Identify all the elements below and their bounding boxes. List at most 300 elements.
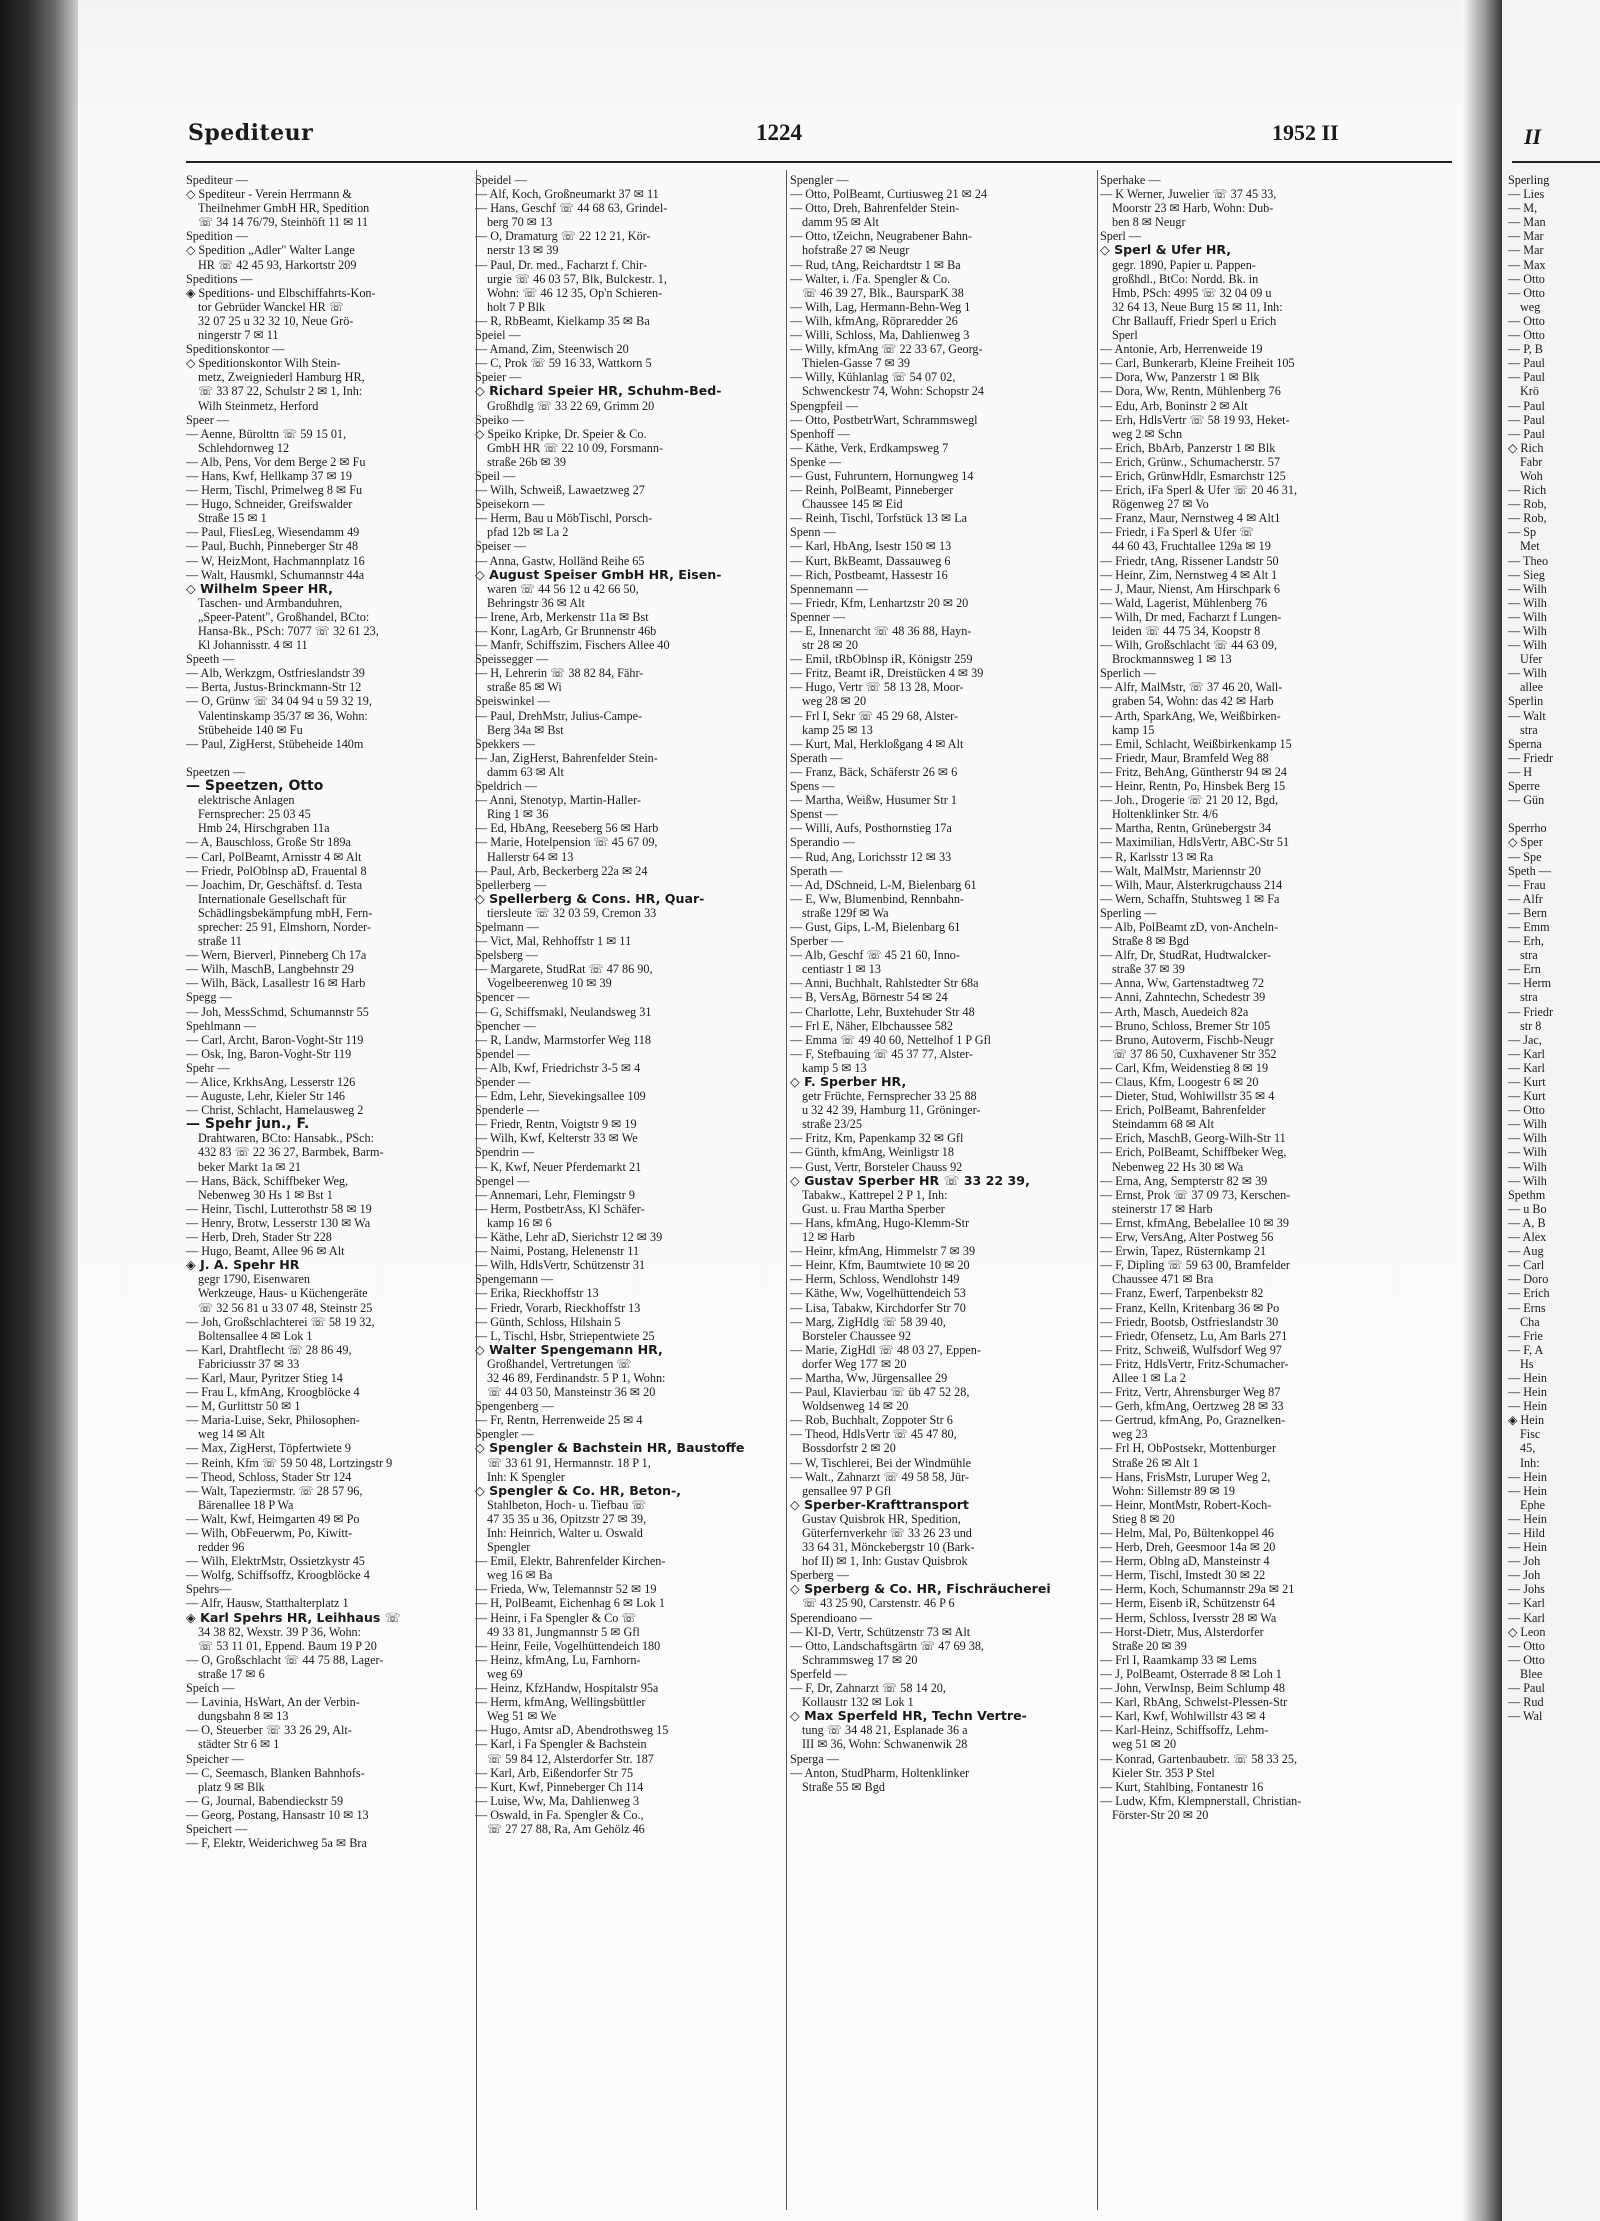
directory-line: — Herm, Bau u MöbTischl, Porsch- [475, 511, 653, 526]
directory-line: Hs [1520, 1356, 1534, 1371]
directory-line: — Herm, Tischl, Primelweg 8 ✉ Fu [186, 483, 363, 498]
directory-line: Spelmann — [475, 919, 539, 934]
directory-line: — Erh, HdlsVertr ☏ 58 19 93, Heket- [1100, 412, 1290, 427]
directory-line: — Heinr, Feile, Vogelhüttendeich 180 [475, 1638, 661, 1653]
directory-line: 432 83 ☏ 22 36 27, Barmbek, Barm- [198, 1145, 384, 1160]
directory-line: tung ☏ 34 48 21, Esplanade 36 a [802, 1723, 968, 1738]
directory-line: Vogelbeerenweg 10 ✉ 39 [487, 976, 612, 991]
directory-line: — Fr, Rentn, Herrenweide 25 ✉ 4 [475, 1413, 643, 1428]
directory-line: — Kurt, Stahlbing, Fontanestr 16 [1100, 1779, 1264, 1794]
directory-line: — Paul [1508, 1681, 1545, 1696]
directory-line: — C, Seemasch, Blanken Bahnhofs- [186, 1765, 365, 1780]
directory-line: nerstr 13 ✉ 39 [487, 243, 559, 258]
directory-line: Hmb, PSch: 4995 ☏ 32 04 09 u [1112, 285, 1272, 300]
directory-line: — Emil, Elektr, Bahrenfelder Kirchen- [475, 1554, 666, 1569]
directory-line: — Herm [1508, 976, 1551, 991]
directory-line: — Friedr, Maur, Bramfeld Weg 88 [1100, 750, 1269, 765]
directory-line: — Fritz, Beamt iR, Dreistücken 4 ✉ 39 [790, 666, 984, 681]
directory-line: — Herm, Oblng aD, Mansteinstr 4 [1100, 1554, 1270, 1569]
directory-line: — Erich, PolBeamt, Bahrenfelder [1100, 1103, 1266, 1118]
directory-line: Spediteur — [186, 173, 248, 187]
directory-line: — Karl [1508, 1596, 1545, 1611]
directory-line: Sperath — [790, 863, 843, 878]
directory-line: Sperberg — [790, 1568, 850, 1583]
directory-line: — R, RbBeamt, Kielkamp 35 ✉ Ba [475, 313, 650, 328]
directory-line: — Alb, PolBeamt zD, von-Ancheln- [1100, 919, 1279, 934]
directory-line: hof II) ✉ 1, Inh: Gustav Quisbrok [802, 1554, 968, 1569]
directory-line: allee [1520, 680, 1544, 695]
directory-line: — Heinz, kfmAng, Lu, Farnhorn- [475, 1652, 641, 1667]
directory-line: Inh: K Spengler [487, 1469, 565, 1484]
directory-line: — Emma ☏ 49 40 60, Nettelhof 1 P Gfl [790, 1032, 991, 1047]
directory-line: — Karl-Heinz, Schiffsoffz, Lehm- [1100, 1723, 1269, 1738]
directory-line: — Frie [1508, 1328, 1543, 1343]
directory-line: Wohn: ☏ 46 12 35, Op'n Schieren- [487, 285, 663, 300]
column-divider [476, 170, 477, 2210]
directory-line: — Herm, PostbetrAss, Kl Schäfer- [475, 1201, 645, 1216]
directory-line: — Erich, MaschB, Georg-Wilh-Str 11 [1100, 1131, 1286, 1146]
directory-line: — Otto, Dreh, Bahrenfelder Stein- [790, 201, 960, 216]
directory-line: ◇ Sperberg & Co. HR, Fischräucherei [790, 1582, 1051, 1597]
directory-line: — Bruno, Schloss, Bremer Str 105 [1100, 1018, 1271, 1033]
directory-line: — Walt, Tapeziermstr. ☏ 28 57 96, [186, 1483, 363, 1498]
directory-line: Spengler [487, 1540, 531, 1555]
header-rule [186, 161, 1452, 163]
directory-line: — Hugo, Schneider, Greifswalder [186, 497, 353, 512]
directory-line: Sperna [1508, 736, 1542, 751]
directory-line: — Speetzen, Otto [186, 779, 324, 794]
directory-line: — H [1508, 764, 1533, 779]
directory-line: — Anton, StudPharm, Holtenklinker [790, 1765, 970, 1780]
directory-line: Sperlich — [1100, 666, 1156, 681]
directory-line: — Friedr, Ofensetz, Lu, Am Barls 271 [1100, 1328, 1288, 1343]
directory-line: Speidel — [475, 173, 527, 187]
directory-line: — Henry, Brotw, Lesserstr 130 ✉ Wa [186, 1215, 371, 1230]
directory-line: — Willi, Schloss, Ma, Dahlienweg 3 [790, 328, 970, 343]
directory-line: — Rob, [1508, 511, 1547, 526]
directory-line: Taschen- und Armbanduhren, [198, 595, 343, 610]
directory-line: — Friedr [1508, 1004, 1554, 1019]
directory-line: kamp 5 ✉ 13 [802, 1060, 867, 1075]
directory-line: Nebenweg 22 Hs 30 ✉ Wa [1112, 1159, 1244, 1174]
directory-line: — Frl H, ObPostsekr, Mottenburger [1100, 1441, 1276, 1456]
directory-line: — Wilh [1508, 609, 1547, 624]
directory-line: Sperfeld — [790, 1666, 847, 1681]
directory-line: weg [1520, 299, 1541, 314]
directory-line: — Walt., Zahnarzt ☏ 49 58 58, Jür- [790, 1469, 969, 1484]
directory-line: — Frieda, Ww, Telemannstr 52 ✉ 19 [475, 1582, 657, 1597]
directory-line: — Lisa, Tabakw, Kirchdorfer Str 70 [790, 1300, 966, 1315]
directory-line: — Kurt [1508, 1075, 1546, 1089]
directory-line: redder 96 [198, 1540, 245, 1555]
directory-line: — Anna, Ww, Gartenstadtweg 72 [1100, 976, 1265, 991]
directory-line: dorfer Weg 177 ✉ 20 [802, 1356, 907, 1371]
directory-line: — Lavinia, HsWart, An der Verbin- [186, 1695, 360, 1710]
directory-line: — Ludw, Kfm, Klempnerstall, Christian- [1100, 1793, 1302, 1808]
directory-line: Sperl — [1100, 229, 1141, 244]
directory-line: — Friedr, tAng, Rissener Landstr 50 [1100, 553, 1279, 568]
directory-line: — KI-D, Vertr, Schützenstr 73 ✉ Alt [790, 1624, 971, 1639]
directory-line: — Otto [1508, 1638, 1545, 1653]
directory-line: Rögenweg 27 ✉ Vo [1112, 497, 1209, 512]
directory-line: ◇ Sperl & Ufer HR, [1100, 243, 1232, 258]
directory-line: — Otto [1508, 271, 1545, 286]
column-divider [1097, 170, 1098, 2210]
directory-line: — Alfr [1508, 891, 1543, 906]
directory-line: — Marie, Hotelpension ☏ 45 67 09, [475, 835, 658, 850]
directory-line: weg 14 ✉ Alt [198, 1427, 265, 1442]
directory-line: Tabakw., Kattrepel 2 P 1, Inh: [802, 1187, 948, 1202]
directory-line: Cha [1520, 1314, 1540, 1329]
facing-page [1502, 0, 1600, 2221]
directory-line: — Paul, DrehMstr, Julius-Campe- [475, 708, 643, 723]
directory-line: — Amand, Zim, Steenwisch 20 [475, 342, 629, 357]
directory-line: — Wilh, Maur, Alsterkrugchauss 214 [1100, 877, 1283, 892]
directory-line: ◇ August Speiser GmbH HR, Eisen- [475, 567, 722, 582]
directory-line: — Reinh, PolBeamt, Pinneberger [790, 483, 954, 498]
directory-line: straße 37 ✉ 39 [1112, 962, 1185, 977]
directory-line: Speicher — [186, 1751, 244, 1766]
directory-line: — Marie, ZigHdl ☏ 48 03 27, Eppen- [790, 1342, 981, 1357]
directory-line: Straße 20 ✉ 39 [1112, 1638, 1187, 1653]
directory-line: — Wilh, kfmAng, Röpraredder 26 [790, 313, 958, 328]
directory-line: — Sp [1508, 525, 1537, 540]
directory-line: — Hein [1508, 1469, 1547, 1484]
directory-line: — Franz, Maur, Nernstweg 4 ✉ Alt1 [1100, 511, 1281, 526]
directory-line: ◇ Leon [1508, 1624, 1546, 1639]
directory-line: Großhandel, Vertretungen ☏ [487, 1356, 632, 1371]
directory-line: — Wilh, HdlsVertr, Schützenstr 31 [475, 1258, 646, 1273]
directory-line: — Kurt, Kwf, Pinneberger Ch 114 [475, 1779, 644, 1794]
directory-line: Sperlin [1508, 694, 1544, 709]
directory-line: — Maria-Luise, Sekr, Philosophen- [186, 1413, 360, 1428]
directory-line: — Walt, Hausmkl, Schumannstr 44a [186, 567, 365, 582]
directory-line: — John, VerwInsp, Beim Schlump 48 [1100, 1681, 1285, 1696]
directory-line: — Konrad, Gartenbaubetr. ☏ 58 33 25, [1100, 1751, 1297, 1766]
directory-line: Speditionskontor — [186, 342, 285, 357]
book-spine [0, 0, 78, 2221]
directory-line: — Käthe, Verk, Erdkampsweg 7 [790, 440, 949, 455]
directory-line: — Heinr, Tischl, Lutterothstr 58 ✉ 19 [186, 1201, 372, 1216]
directory-line: metz, Zweigniederl Hamburg HR, [198, 370, 365, 385]
directory-line: — Naimi, Postang, Helenenstr 11 [475, 1244, 640, 1259]
directory-line: — F, Stefbauing ☏ 45 37 77, Alster- [790, 1046, 973, 1061]
directory-line: dungsbahn 8 ✉ 13 [198, 1709, 289, 1724]
directory-line: — P, B [1508, 342, 1543, 357]
directory-line: — Fritz, Km, Papenkamp 32 ✉ Gfl [790, 1131, 964, 1146]
directory-line: — Herm, Eisenb iR, Schützenstr 64 [1100, 1596, 1275, 1611]
directory-line: — Anna, Gastw, Holländ Reihe 65 [475, 553, 645, 568]
directory-line: Boltensallee 4 ✉ Lok 1 [198, 1328, 313, 1343]
directory-line: — Martha, Ww, Jürgensallee 29 [790, 1370, 948, 1385]
directory-line: — Alb, Pens, Vor dem Berge 2 ✉ Fu [186, 454, 366, 469]
directory-line: Spencher — [475, 1018, 536, 1033]
directory-line: — Walter, i. /Fa. Spengler & Co. [790, 271, 951, 286]
directory-line: Speil — [475, 468, 516, 483]
directory-line: — Rich, Postbeamt, Hassestr 16 [790, 567, 948, 582]
directory-line: — u Bo [1508, 1201, 1547, 1216]
directory-line: — Wilh [1508, 581, 1547, 596]
directory-line: Stübeheide 140 ✉ Fu [198, 722, 303, 737]
directory-line: Met [1520, 539, 1540, 554]
directory-line: damm 63 ✉ Alt [487, 764, 564, 779]
directory-line: straße 23/25 [802, 1117, 862, 1132]
directory-line: Chaussee 471 ✉ Bra [1112, 1272, 1214, 1287]
directory-line: — R, Landw, Marmstorfer Weg 118 [475, 1032, 651, 1047]
directory-line: — E, Ww, Blumenbind, Rennbahn- [790, 891, 964, 906]
directory-line: — Paul, Dr. med., Facharzt f. Chir- [475, 257, 648, 272]
directory-line: Hmb 24, Hirschgraben 11a [198, 821, 330, 836]
directory-line: ☏ 27 27 88, Ra, Am Gehölz 46 [487, 1821, 645, 1836]
directory-line: — G, Journal, Babendieckstr 59 [186, 1793, 344, 1808]
directory-line: ◇ Wilhelm Speer HR, [186, 581, 333, 596]
directory-line: — Fritz, HdlsVertr, Fritz-Schumacher- [1100, 1356, 1289, 1371]
directory-line: — Theo [1508, 553, 1549, 568]
directory-line: Fernsprecher: 25 03 45 [198, 807, 311, 822]
directory-line: — Georg, Postang, Hansastr 10 ✉ 13 [186, 1807, 369, 1822]
directory-line: — Frl I, Sekr ☏ 45 29 68, Alster- [790, 708, 959, 723]
directory-line: — O, Steuerber ☏ 33 26 29, Alt- [186, 1723, 352, 1738]
directory-line: — Günth, Schloss, Hilshain 5 [475, 1314, 621, 1329]
directory-line: Werkzeuge, Haus- u Küchengeräte [198, 1286, 368, 1301]
directory-line: stra [1520, 722, 1538, 737]
directory-line: — Günth, kfmAng, Weinligstr 18 [790, 1145, 954, 1160]
directory-line: sprecher: 25 91, Elmshorn, Norder- [198, 919, 372, 934]
directory-line: — Willy, kfmAng ☏ 22 33 67, Georg- [790, 342, 983, 357]
directory-line: Straße 26 ✉ Alt 1 [1112, 1455, 1199, 1470]
directory-line: — Wilh [1508, 666, 1547, 681]
directory-line: — Wilh [1508, 595, 1547, 610]
directory-line: — J, Maur, Nienst, Am Hirschpark 6 [1100, 581, 1280, 596]
directory-line: — Alb, Kwf, Friedrichstr 3-5 ✉ 4 [475, 1060, 641, 1075]
directory-line: — Rud, tAng, Reichardtstr 1 ✉ Ba [790, 257, 961, 272]
directory-line: ningerstr 7 ✉ 11 [198, 328, 279, 343]
directory-line: Spedition — [186, 229, 248, 244]
directory-line: Speer — [186, 412, 229, 427]
directory-line: — Karl [1508, 1060, 1545, 1075]
directory-line: 32 46 89, Ferdinandstr. 5 P 1, Wohn: [487, 1370, 666, 1385]
directory-line: — Reinh, Kfm ☏ 59 50 48, Lortzingstr 9 [186, 1455, 393, 1470]
directory-line: — Claus, Kfm, Loogestr 6 ✉ 20 [1100, 1075, 1259, 1089]
directory-line: — Hans, Kwf, Hellkamp 37 ✉ 19 [186, 468, 352, 483]
directory-line: — Ernst, Prok ☏ 37 09 73, Kerschen- [1100, 1187, 1291, 1202]
directory-line: — Karl, i Fa Spengler & Bachstein [475, 1737, 647, 1752]
directory-line: — Friedr, i Fa Sperl & Ufer ☏ [1100, 525, 1255, 540]
directory-line: Speth — [1508, 863, 1551, 878]
directory-line: — Konr, LagArb, Gr Brunnenstr 46b [475, 624, 657, 638]
directory-line: — Paul [1508, 426, 1545, 441]
directory-line: damm 95 ✉ Alt [802, 215, 879, 230]
directory-line: — W, HeizMont, Hachmannplatz 16 [186, 553, 365, 568]
directory-line: — Max [1508, 257, 1546, 272]
directory-line: stra [1520, 948, 1538, 963]
directory-line: 12 ✉ Harb [802, 1230, 855, 1245]
directory-line: straße 11 [198, 934, 242, 949]
directory-line: — Erich, PolBeamt, Schiffbeker Weg, [1100, 1145, 1287, 1160]
directory-line: — Edu, Arb, Boninstr 2 ✉ Alt [1100, 398, 1248, 413]
directory-line: Hallerstr 64 ✉ 13 [487, 849, 574, 864]
directory-line: platz 9 ✉ Blk [198, 1779, 265, 1794]
directory-line: — Alb, Werkzgm, Ostfrieslandstr 39 [186, 666, 365, 681]
directory-line: gensallee 97 P Gfl [802, 1483, 892, 1498]
directory-line: — Erich, GrünwHdlr, Esmarchstr 125 [1100, 468, 1286, 483]
directory-line: — Gertrud, kfmAng, Po, Graznelken- [1100, 1413, 1286, 1428]
directory-line: — Wilh, ElektrMstr, Ossietzkystr 45 [186, 1554, 365, 1569]
directory-line: 44 60 43, Fruchtallee 129a ✉ 19 [1112, 539, 1271, 554]
directory-line: — Fritz, BehAng, Güntherstr 94 ✉ 24 [1100, 764, 1287, 779]
directory-line: — Karl, Arb, Eißendorfer Str 75 [475, 1765, 634, 1780]
directory-line: — Heinr, MontMstr, Robert-Koch- [1100, 1497, 1272, 1512]
directory-line: Speldrich — [475, 779, 537, 794]
directory-line: — Frau L, kfmAng, Kroogblöcke 4 [186, 1385, 360, 1400]
directory-line: — Emil, Schlacht, Weißbirkenkamp 15 [1100, 736, 1292, 751]
directory-line: Inh: [1520, 1455, 1540, 1470]
directory-line: 32 64 13, Neue Burg 15 ✉ 11, Inh: [1112, 299, 1283, 314]
directory-line: — Dieter, Stud, Wohlwillstr 35 ✉ 4 [1100, 1089, 1275, 1104]
directory-line: — Hein [1508, 1370, 1547, 1385]
directory-line: — Hild [1508, 1526, 1545, 1540]
directory-line: — Friedr, Rentn, Voigtstr 9 ✉ 19 [475, 1117, 637, 1132]
directory-line: Spehlmann — [186, 1018, 257, 1033]
directory-line: — F, Dr, Zahnarzt ☏ 58 14 20, [790, 1681, 946, 1696]
directory-line: — Alfr, Hausw, Statthalterplatz 1 [186, 1596, 349, 1611]
directory-line: — Alb, Geschf ☏ 45 21 60, Inno- [790, 948, 960, 963]
directory-line: — Vict, Mal, Rehhoffstr 1 ✉ 11 [475, 934, 632, 949]
directory-line: — Erich, iFa Sperl & Ufer ☏ 20 46 31, [1100, 483, 1298, 498]
directory-line: straße 17 ✉ 6 [198, 1666, 265, 1681]
directory-line: — Aug [1508, 1244, 1544, 1259]
directory-line: — O, Dramaturg ☏ 22 12 21, Kör- [475, 229, 651, 244]
directory-column-1 [186, 173, 484, 2213]
directory-line: — Herb, Dreh, Geesmoor 14a ✉ 20 [1100, 1540, 1276, 1555]
directory-line: — Spe [1508, 849, 1542, 864]
directory-line: — Karl, HbAng, Isestr 150 ✉ 13 [790, 539, 952, 554]
directory-line: ☏ 53 11 01, Eppend. Baum 19 P 20 [198, 1638, 377, 1653]
directory-line: — Paul, Buchh, Pinneberger Str 48 [186, 539, 359, 554]
directory-line: — Reinh, Tischl, Torfstück 13 ✉ La [790, 511, 968, 526]
directory-line: — Herb, Dreh, Stader Str 228 [186, 1230, 332, 1245]
directory-line: — Berta, Justus-Brinckmann-Str 12 [186, 680, 362, 695]
directory-line: kamp 16 ✉ 6 [487, 1215, 552, 1230]
directory-line: — Ad, DSchneid, L-M, Bielenbarg 61 [790, 877, 977, 892]
directory-line: — Wilh, Schweiß, Lawaetzweg 27 [475, 483, 645, 498]
directory-line: — Arth, Masch, Auedeich 82a [1100, 1004, 1249, 1019]
directory-line: Sperre [1508, 779, 1540, 794]
directory-line: ☏ 43 25 90, Carstenstr. 46 P 6 [802, 1596, 955, 1611]
directory-line: — Karl, RbAng, Schwelst-Plessen-Str [1100, 1695, 1288, 1710]
directory-line: GmbH HR ☏ 22 10 09, Forsmann- [487, 440, 664, 455]
directory-line: ◈ J. A. Spehr HR [186, 1258, 300, 1273]
directory-line: — Paul, FliesLeg, Wiesendamm 49 [186, 525, 360, 540]
directory-line: urgie ☏ 46 03 57, Blk, Bulckestr. 1, [487, 271, 667, 286]
directory-line: stra [1520, 990, 1538, 1005]
directory-line: weg 16 ✉ Ba [487, 1568, 553, 1583]
running-head-right: 1952 II [1272, 120, 1339, 145]
directory-line: Straße 55 ✉ Bgd [802, 1779, 885, 1794]
directory-line: — Wilh [1508, 638, 1547, 653]
directory-line: — Paul, Klavierbau ☏ üb 47 52 28, [790, 1385, 970, 1400]
directory-line: — Walt, MalMstr, Mariennstr 20 [1100, 863, 1261, 878]
directory-line: — F, Dipling ☏ 59 63 00, Bramfelder [1100, 1258, 1290, 1273]
directory-line: Spengler — [475, 1427, 534, 1442]
directory-line: — Herm, Schloss, Wendlohstr 149 [790, 1272, 960, 1287]
directory-line: — E, Innenarcht ☏ 48 36 88, Hayn- [790, 624, 972, 638]
directory-line: berg 70 ✉ 13 [487, 215, 553, 230]
directory-line: — Rud, Ang, Lorichsstr 12 ✉ 33 [790, 849, 952, 864]
directory-line: — Hugo, Amtsr aD, Abendrothsweg 15 [475, 1723, 669, 1738]
directory-line: weg 2 ✉ Schn [1112, 426, 1183, 441]
directory-line: Internationale Gesellschaft für [198, 891, 347, 906]
directory-line: ☏ 33 61 91, Hermannstr. 18 P 1, [487, 1455, 651, 1470]
directory-line: — Wilh, MaschB, Langbehnstr 29 [186, 962, 354, 977]
directory-line: — Frl I, Raamkamp 33 ✉ Lems [1100, 1652, 1257, 1667]
directory-line: ◇ Speditionskontor Wilh Stein- [186, 356, 341, 371]
directory-column-2 [475, 173, 775, 2213]
directory-line: — Alfr, Dr, StudRat, Hudtwalcker- [1100, 948, 1272, 963]
directory-line: — Erwin, Tapez, Rüsternkamp 21 [1100, 1244, 1267, 1259]
directory-line: Spenst — [790, 807, 838, 822]
directory-line: — Carl, Kfm, Weidenstieg 8 ✉ 19 [1100, 1060, 1269, 1075]
directory-line: — Hein [1508, 1511, 1547, 1526]
directory-line: — Herm, kfmAng, Wellingsbüttler [475, 1695, 646, 1710]
directory-line: Spengler — [790, 173, 849, 187]
directory-line: 34 38 82, Wexstr. 39 P 36, Wohn: [198, 1624, 362, 1639]
directory-line: — M, Gurlittstr 50 ✉ 1 [186, 1399, 301, 1414]
directory-line: — Emm [1508, 919, 1550, 934]
directory-line: — Heinr, Zim, Nernstweg 4 ✉ Alt 1 [1100, 567, 1278, 582]
directory-line: — Wald, Lagerist, Mühlenberg 76 [1100, 595, 1268, 610]
directory-line: Sperrho [1508, 821, 1547, 836]
directory-line: — Helm, Mal, Po, Bültenkoppel 46 [1100, 1526, 1274, 1540]
directory-line: Schwenckestr 74, Wohn: Schopstr 24 [802, 384, 984, 399]
directory-line: Speiser — [475, 539, 527, 554]
directory-line: Speiswinkel — [475, 694, 550, 709]
directory-line: — Wilh, Dr med, Facharzt f Lungen- [1100, 609, 1282, 624]
directory-line: steinerstr 17 ✉ Harb [1112, 1201, 1213, 1216]
directory-line: — Gust, Fuhruntern, Hornungweg 14 [790, 468, 974, 483]
directory-line: Stieg 8 ✉ 20 [1112, 1511, 1175, 1526]
directory-column-4 [1100, 173, 1400, 2213]
directory-line: tiersleute ☏ 32 03 59, Cremon 33 [487, 905, 657, 920]
directory-line: — Auguste, Lehr, Kieler Str 146 [186, 1089, 345, 1104]
directory-line: — Hugo, Vertr ☏ 58 13 28, Moor- [790, 680, 964, 695]
directory-line: — B, VersAg, Börnestr 54 ✉ 24 [790, 990, 948, 1005]
directory-line: Spegg — [186, 990, 232, 1005]
directory-line: Nebenweg 30 Hs 1 ✉ Bst 1 [198, 1187, 333, 1202]
directory-line: Spellerberg — [475, 877, 547, 892]
directory-line: — O, Großschlacht ☏ 44 75 88, Lager- [186, 1652, 384, 1667]
directory-line: — Paul [1508, 370, 1545, 385]
directory-line: — Carl, Archt, Baron-Voght-Str 119 [186, 1032, 364, 1047]
directory-line: Ephe [1520, 1497, 1546, 1512]
directory-line: — Anni, Buchhalt, Rahlstedter Str 68a [790, 976, 979, 991]
directory-line: — Emil, tRbOblnsp iR, Königstr 259 [790, 652, 973, 667]
directory-line: — Hans, FrisMstr, Luruper Weg 2, [1100, 1469, 1271, 1484]
directory-line: Theilnehmer GmbH HR, Spedition [198, 201, 370, 216]
directory-line: Krö [1520, 384, 1539, 399]
directory-line: Gustav Quisbrok HR, Spedition, [802, 1511, 961, 1526]
directory-line: Woh [1520, 468, 1543, 483]
directory-line: — Hein [1508, 1399, 1547, 1414]
directory-line: — Joh, Großschlachterei ☏ 58 19 32, [186, 1314, 375, 1329]
directory-line: Wilh Steinmetz, Herford [198, 398, 319, 413]
directory-line: — Gerh, kfmAng, Oertzweg 28 ✉ 33 [1100, 1399, 1284, 1414]
directory-line: — Doro [1508, 1272, 1549, 1287]
directory-line: weg 23 [1112, 1427, 1148, 1442]
directory-line: Großhdlg ☏ 33 22 69, Grimm 20 [487, 398, 655, 413]
directory-line: waren ☏ 44 56 12 u 42 66 50, [487, 581, 639, 596]
directory-line: — Wilh [1508, 1131, 1547, 1146]
